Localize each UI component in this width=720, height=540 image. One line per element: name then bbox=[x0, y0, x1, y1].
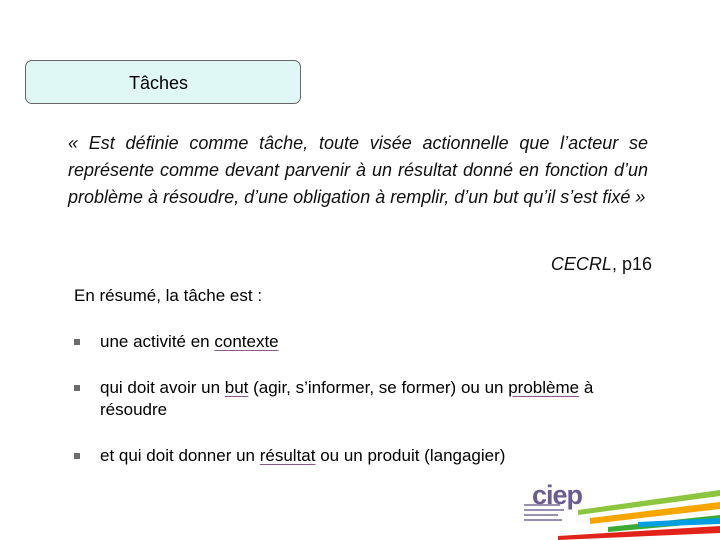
bullet-square-icon bbox=[74, 453, 80, 459]
source-sep: , bbox=[611, 254, 622, 274]
quote-text: « Est définie comme tâche, toute visée actionnelle que l’acteur se représente comme devant parvenir à un résultat donné en fonction d’un problème à résoudre, d’une obligation à remplir, d’un but qu’il s’est fixé » bbox=[68, 133, 648, 207]
link-probleme[interactable]: problème bbox=[508, 378, 580, 397]
title-box bbox=[25, 60, 301, 104]
source-work: CECRL bbox=[550, 254, 612, 274]
source-citation bbox=[551, 254, 652, 275]
link-but[interactable]: but bbox=[224, 378, 249, 397]
bullet-square-icon bbox=[74, 339, 80, 345]
ciep-logo-text: ciep bbox=[532, 480, 583, 510]
bullet-text: une activité en contexte bbox=[100, 332, 279, 351]
link-resultat[interactable]: résultat bbox=[259, 446, 316, 465]
bullet-square-icon bbox=[74, 385, 80, 391]
link-contexte[interactable]: contexte bbox=[214, 332, 279, 351]
source-page: p16 bbox=[621, 254, 652, 274]
bullet-text: qui doit avoir un but (agir, s’informer, se former) ou un problème à résoudre bbox=[100, 378, 594, 419]
slide-title: Tâches bbox=[129, 73, 189, 93]
summary-heading: En résumé, la tâche est : bbox=[74, 286, 263, 305]
bullet-text: et qui doit donner un résultat ou un produit (langagier) bbox=[100, 446, 506, 465]
